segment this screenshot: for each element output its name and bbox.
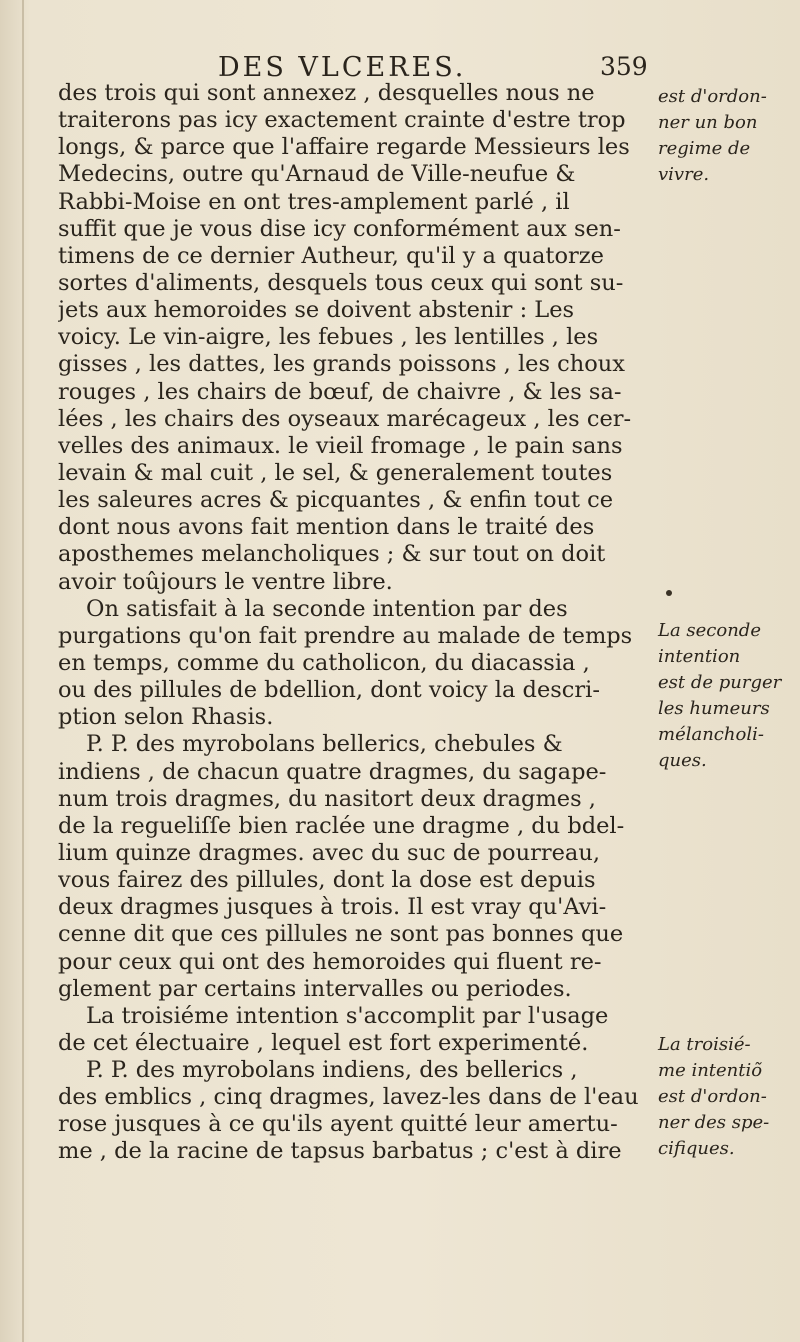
text-line: On satisfait à la seconde intention par des	[86, 595, 568, 622]
margin-note-line: La troisié-	[658, 1034, 751, 1055]
text-line: Medecins, outre qu'Arnaud de Ville-neufue &	[58, 161, 576, 188]
text-line: jets aux hemoroides se doivent abstenir : Les	[58, 297, 575, 324]
margin-note-line: est d'ordon-	[658, 1086, 767, 1107]
text-line: levain & mal cuit , le sel, & generalement toutes	[58, 459, 613, 486]
page-gutter	[22, 0, 24, 1342]
text-line: des emblics , cinq dragmes, lavez-les dans de l'eau	[58, 1084, 639, 1111]
margin-note-line: ner un bon	[658, 112, 758, 133]
margin-note-line: vivre.	[658, 164, 710, 185]
margin-note-line: intention	[658, 646, 741, 667]
text-line: dont nous avons fait mention dans le traité des	[58, 514, 595, 541]
text-line: num trois dragmes, du nasitort deux dragmes ,	[58, 785, 596, 812]
margin-note-line: La seconde	[658, 620, 761, 641]
main-text-column	[58, 80, 648, 1166]
text-line: longs, & parce que l'affaire regarde Messieurs les	[58, 134, 630, 161]
margin-note-line: les humeurs	[658, 698, 770, 719]
margin-note-line: est de purger	[658, 672, 782, 693]
margin-note	[658, 618, 800, 774]
text-line: de cet électuaire , lequel est fort experimenté.	[58, 1029, 589, 1056]
margin-note	[658, 1032, 800, 1162]
text-line: me , de la racine de tapsus barbatus ; c'est à dire	[58, 1138, 622, 1165]
margin-note-line: ner des spe-	[658, 1112, 770, 1133]
text-line: indiens , de chacun quatre dragmes, du sagape-	[58, 758, 607, 785]
text-line: vous fairez des pillules, dont la dose est depuis	[58, 867, 596, 894]
text-line: lées , les chairs des oyseaux marécageux , les cer-	[58, 405, 632, 432]
text-line: velles des animaux. le vieil fromage , le pain sans	[58, 432, 623, 459]
text-line: suffit que je vous dise icy conformément aux sen-	[58, 215, 621, 242]
text-line: les saleures acres & picquantes , & enfin tout ce	[58, 487, 614, 514]
text-line: avoir toûjours le ventre libre.	[58, 568, 393, 595]
text-line: de la regueliſſe bien raclée une dragme , du bdel-	[58, 812, 625, 839]
margin-note-line: me intentiõ	[658, 1060, 763, 1081]
margin-note-line: est d'ordon-	[658, 86, 767, 107]
margin-note-line: regime de	[658, 138, 751, 159]
text-line: gisses , les dattes, les grands poissons , les choux	[58, 351, 625, 378]
page-number: 359	[600, 52, 648, 81]
text-line: sortes d'aliments, desquels tous ceux qui sont su-	[58, 269, 624, 296]
text-line: deux dragmes jusques à trois. Il est vray qu'Avi-	[58, 894, 607, 921]
text-line: des trois qui sont annexez , desquelles nous ne	[58, 80, 595, 106]
text-line: rose jusques à ce qu'ils ayent quitté leur amertu-	[58, 1111, 618, 1138]
text-line: La troisiéme intention s'accomplit par l'usage	[86, 1002, 609, 1029]
text-line: lium quinze dragmes. avec du suc de pourreau,	[58, 839, 600, 866]
text-line: aposthemes melancholiques ; & sur tout on doit	[58, 541, 606, 568]
text-line: en temps, comme du catholicon, du diacassia ,	[58, 649, 590, 676]
margin-dot	[666, 590, 672, 596]
margin-note-line: cifiques.	[658, 1138, 735, 1159]
text-line: glement par certains intervalles ou periodes.	[58, 975, 572, 1002]
text-line: ption selon Rhasis.	[58, 704, 274, 731]
margin-note-line: mélancholi-	[658, 724, 764, 745]
text-line: cenne dit que ces pillules ne sont pas bonnes que	[58, 921, 624, 948]
text-line: P. P. des myrobolans indiens, des bellerics ,	[86, 1057, 578, 1084]
text-line: voicy. Le vin-aigre, les febues , les lentilles , les	[58, 324, 599, 351]
margin-note-line: ques.	[658, 750, 707, 771]
text-line: timens de ce dernier Autheur, qu'il y a quatorze	[58, 242, 604, 269]
text-line: Rabbi-Moise en ont tres-amplement parlé , il	[58, 188, 570, 215]
margin-note	[658, 84, 800, 188]
text-line: P. P. des myrobolans bellerics, chebules &	[86, 731, 563, 758]
text-line: traiterons pas icy exactement crainte d'estre trop	[58, 107, 626, 134]
text-line: ou des pillules de bdellion, dont voicy la descri-	[58, 677, 600, 704]
text-line: purgations qu'on fait prendre au malade de temps	[58, 622, 633, 649]
text-line: pour ceux qui ont des hemoroides qui fluent re-	[58, 948, 602, 975]
running-title: DES VLCERES.	[218, 52, 467, 83]
text-line: rouges , les chairs de bœuf, de chaivre , & les sa-	[58, 378, 622, 405]
